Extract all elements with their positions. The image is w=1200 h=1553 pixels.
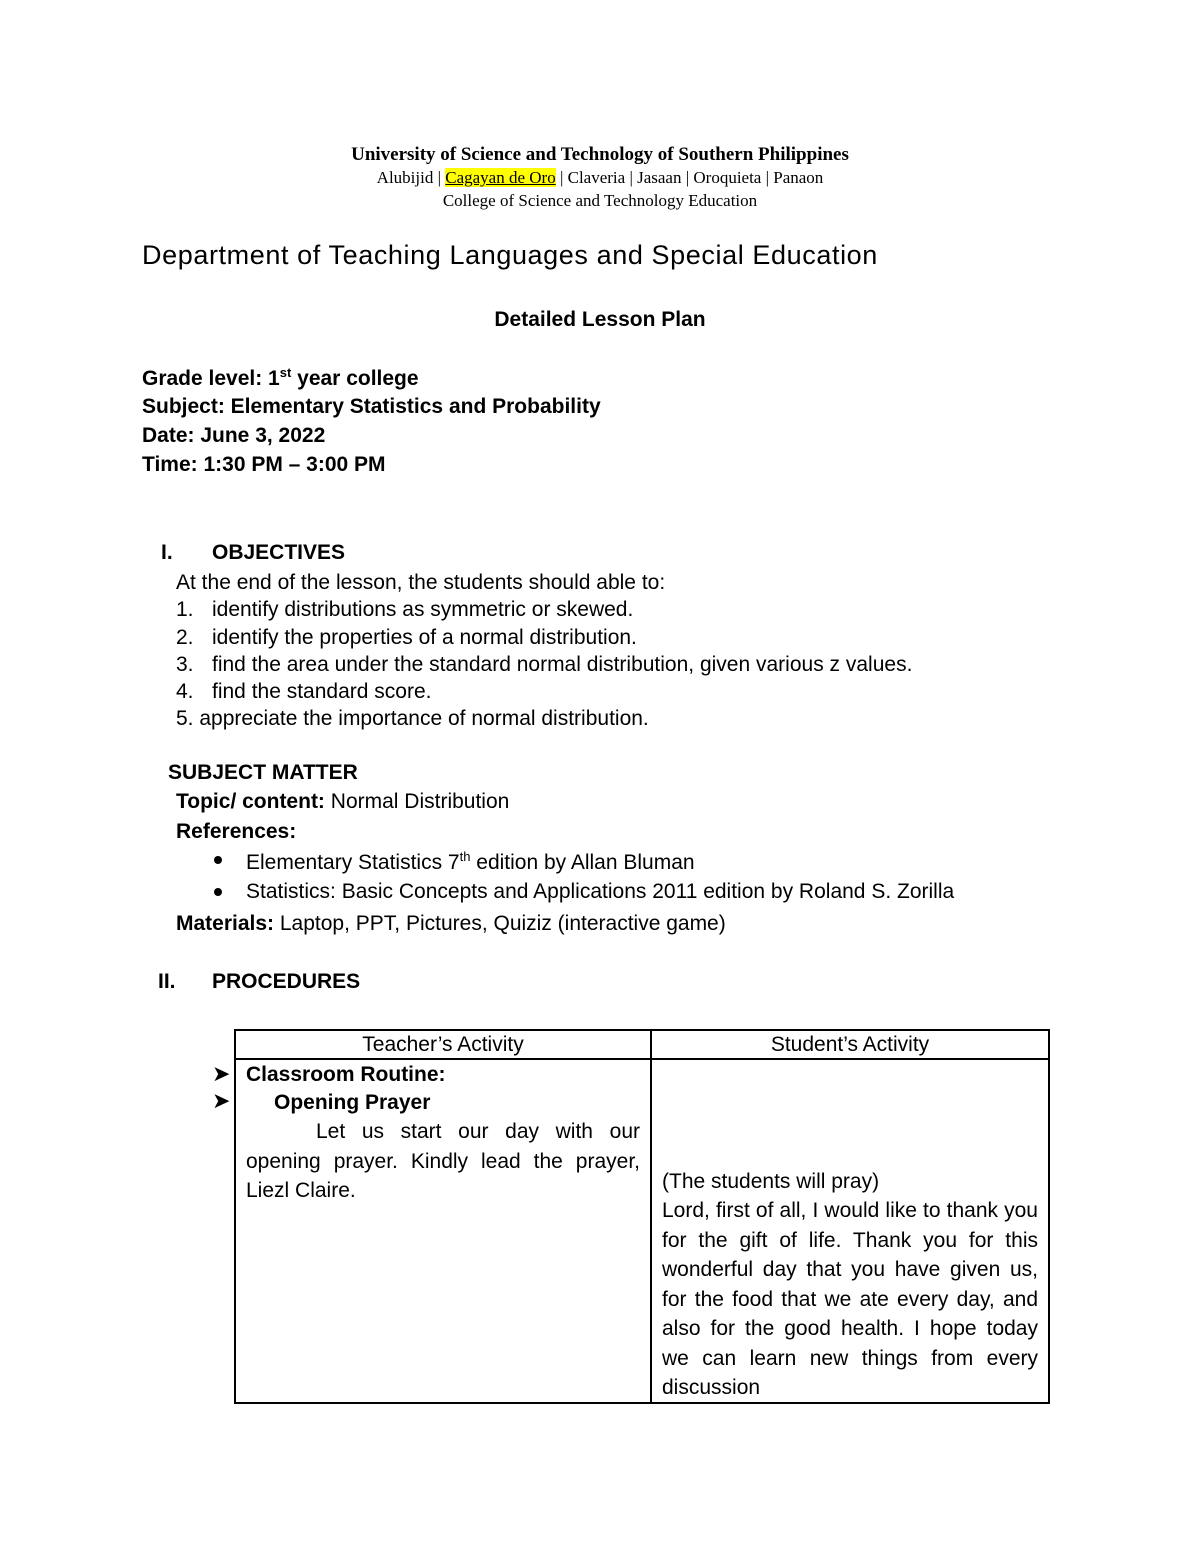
table-header-row	[235, 1030, 1049, 1059]
objective-1-num: 1.	[176, 598, 194, 621]
reference-1	[246, 849, 695, 875]
grade-rest: year college	[291, 367, 419, 390]
objective-3-num: 3.	[176, 653, 194, 676]
student-activity-header: Student’s Activity	[651, 1030, 1049, 1059]
objective-2-num: 2.	[176, 626, 194, 649]
objective-3-text: find the area under the standard normal distribution, given various z values.	[212, 653, 913, 676]
campus-list	[0, 168, 1200, 188]
teacher-activity-header: Teacher’s Activity	[235, 1030, 651, 1059]
time-line: Time: 1:30 PM – 3:00 PM	[142, 453, 386, 476]
subject-line: Subject: Elementary Statistics and Probability	[142, 395, 601, 418]
objective-5: 5. appreciate the importance of normal distribution.	[176, 707, 649, 730]
reference-2: Statistics: Basic Concepts and Applications 2011 edition by Roland S. Zorilla	[246, 880, 955, 903]
campus-list-after: | Claveria | Jasaan | Oroquieta | Panaon	[555, 168, 824, 187]
teacher-activity-cell	[235, 1059, 651, 1403]
objective-4-num: 4.	[176, 680, 194, 703]
objective-4-text: find the standard score.	[212, 680, 432, 703]
topic-line	[176, 790, 509, 814]
student-note: (The students will pray)	[662, 1170, 880, 1193]
objectives-heading: OBJECTIVES	[212, 541, 346, 564]
teacher-instruction: Let us start our day with our opening prayer. Kindly lead the prayer, Liezl Claire.	[246, 1120, 640, 1202]
reference-1-after: edition by Allan Bluman	[470, 851, 695, 874]
table-row	[235, 1059, 1049, 1403]
college-name: College of Science and Technology Education	[442, 191, 758, 210]
reference-1-sup: th	[459, 849, 471, 864]
reference-1-before: Elementary Statistics 7	[246, 851, 460, 874]
grade-level	[142, 365, 419, 391]
campus-highlight: Cagayan de Oro	[445, 168, 556, 187]
campus-list-before: Alubijid |	[376, 168, 446, 187]
procedures-numeral: II.	[158, 970, 176, 993]
grade-label: Grade level: 1	[142, 367, 280, 390]
grade-sup: st	[279, 365, 292, 380]
procedures-table	[234, 1029, 1050, 1404]
objective-2-text: identify the properties of a normal distribution.	[212, 626, 637, 649]
date-line: Date: June 3, 2022	[142, 424, 326, 447]
procedures-heading: PROCEDURES	[212, 970, 361, 993]
arrow-bullet-icon: ➤	[212, 1062, 231, 1087]
objectives-intro: At the end of the lesson, the students should able to:	[176, 571, 666, 594]
materials-line	[176, 912, 726, 936]
university-name: University of Science and Technology of Southern Philippines	[351, 144, 849, 165]
bullet-icon	[214, 888, 222, 896]
document-title: Detailed Lesson Plan	[494, 308, 706, 331]
topic-label: Topic/ content:	[176, 790, 325, 813]
classroom-routine-label: Classroom Routine:	[246, 1063, 446, 1086]
subject-matter-heading: SUBJECT MATTER	[168, 761, 358, 784]
materials-value: Laptop, PPT, Pictures, Quiziz (interactive game)	[274, 912, 726, 935]
topic-value: Normal Distribution	[324, 790, 510, 813]
student-activity-cell	[651, 1059, 1049, 1403]
objectives-numeral: I.	[161, 541, 173, 564]
opening-prayer-label: Opening Prayer	[274, 1091, 431, 1114]
student-prayer: Lord, first of all, I would like to thank you for the gift of life. Thank you for this wonderful day that you have given us, for the food that we ate every day, and also for the good health. I hope today we can learn new things from every discussion	[662, 1199, 1038, 1399]
objective-1-text: identify distributions as symmetric or skewed.	[212, 598, 634, 621]
arrow-bullet-icon: ➤	[212, 1089, 231, 1114]
department-title: Department of Teaching Languages and Special Education	[142, 240, 878, 270]
references-label: References:	[176, 820, 297, 843]
materials-label: Materials:	[176, 912, 275, 935]
bullet-icon	[214, 856, 222, 864]
student-activity-content	[662, 1060, 1038, 1400]
